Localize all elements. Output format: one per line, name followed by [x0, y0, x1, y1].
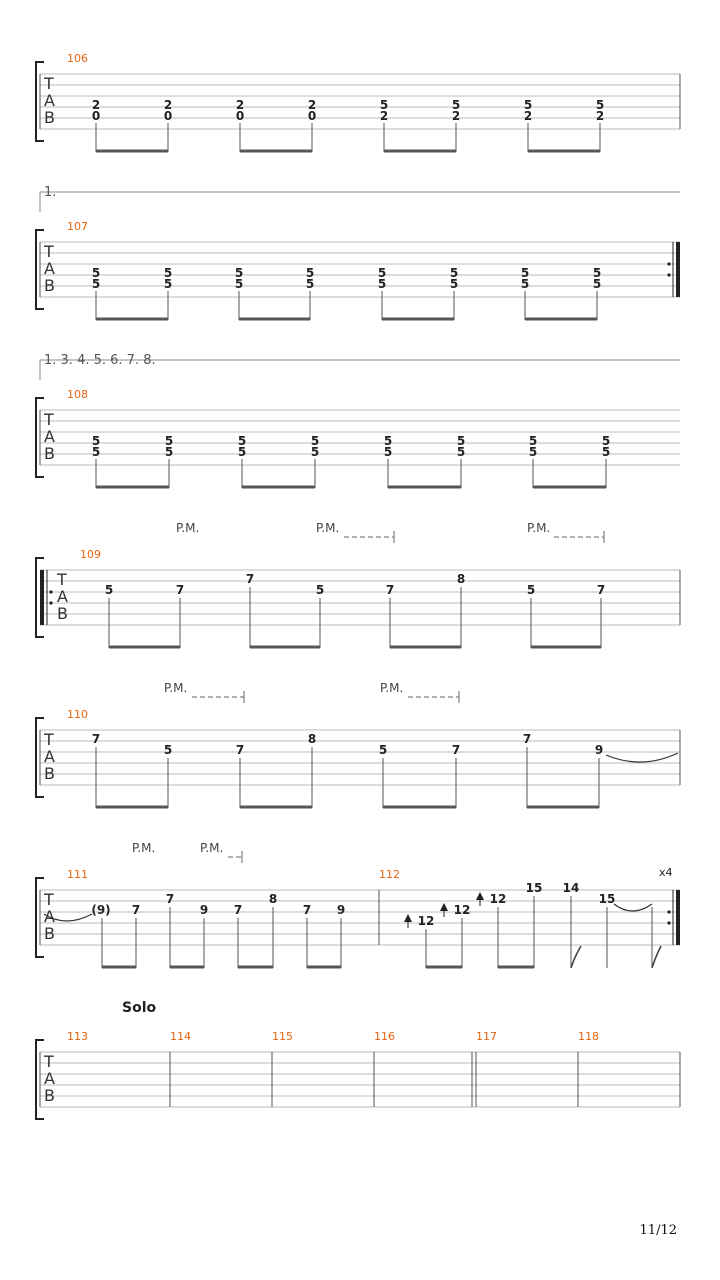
fret-number: 5	[377, 266, 387, 280]
palm-mute-markings	[164, 681, 459, 703]
palm-mute-label: P.M.	[132, 841, 156, 855]
measure-number: 111	[67, 868, 88, 881]
tab-clef-b: B	[44, 444, 55, 463]
fret-number: 7	[165, 892, 175, 906]
fret-number: 5	[305, 277, 315, 291]
fret-number: 5	[377, 277, 387, 291]
fret-number: 9	[336, 903, 346, 917]
fret-number: 5	[234, 266, 244, 280]
tab-clef	[56, 570, 68, 623]
fret-number: 7	[451, 743, 461, 757]
slide-up-icon	[404, 914, 412, 928]
staff-lines	[40, 410, 680, 465]
fret-number: 0	[91, 109, 101, 123]
measure-number: 108	[67, 388, 88, 401]
fret-number: 8	[456, 572, 466, 586]
measure-number: 112	[379, 868, 400, 881]
system-3	[36, 353, 680, 488]
system-1	[36, 52, 680, 152]
end-repeat-barline	[667, 890, 678, 945]
tab-clef-a: A	[44, 427, 55, 446]
measure-number: 106	[67, 52, 88, 65]
tab-clef-t: T	[44, 74, 54, 93]
tab-clef-t: T	[44, 1052, 54, 1071]
measure-number: 118	[578, 1030, 599, 1043]
tab-clef-b: B	[44, 108, 55, 127]
fret-number: 15	[525, 881, 543, 895]
system-2	[36, 185, 680, 320]
fret-number: 7	[233, 903, 243, 917]
tab-clef-t: T	[44, 242, 54, 261]
fret-number: 5	[237, 445, 247, 459]
fret-number: 5	[456, 434, 466, 448]
system-7	[36, 1000, 680, 1119]
staff-lines	[40, 242, 680, 297]
tie-arc	[606, 753, 678, 762]
notes	[105, 572, 605, 597]
fret-number: 7	[302, 903, 312, 917]
fret-number: (9)	[91, 903, 111, 917]
tab-clef-a: A	[44, 1069, 55, 1088]
palm-mute-markings	[176, 521, 604, 543]
palm-mute-label: P.M.	[200, 841, 224, 855]
fret-number: 5	[449, 277, 459, 291]
tab-clef-t: T	[44, 410, 54, 429]
measure-number: 109	[80, 548, 101, 561]
tab-clef-b: B	[44, 1086, 55, 1105]
tab-clef-a: A	[44, 907, 55, 926]
measure-number: 107	[67, 220, 88, 233]
fret-number: 2	[235, 98, 245, 112]
palm-mute-label: P.M.	[316, 521, 340, 535]
fret-number: 0	[235, 109, 245, 123]
fret-number: 5	[164, 434, 174, 448]
tab-clef-b: B	[44, 276, 55, 295]
fret-number: 2	[307, 98, 317, 112]
fret-number: 5	[310, 434, 320, 448]
staff-lines	[40, 1052, 680, 1107]
measure-number: 113	[67, 1030, 88, 1043]
fret-number: 7	[522, 732, 532, 746]
palm-mute-markings	[132, 841, 242, 863]
section-label: Solo	[122, 1000, 157, 1016]
fret-number: 2	[595, 109, 605, 123]
notes	[92, 98, 604, 123]
tab-clef-a: A	[44, 747, 55, 766]
slide-up-icon	[440, 903, 448, 917]
tab-clef	[43, 242, 55, 295]
fret-number: 5	[164, 445, 174, 459]
volta-label: 1. 3. 4. 5. 6. 7. 8.	[44, 353, 156, 368]
fret-number: 5	[383, 445, 393, 459]
tab-clef-t: T	[44, 730, 54, 749]
fret-number: 2	[451, 109, 461, 123]
fret-number: 5	[449, 266, 459, 280]
system-6	[36, 841, 680, 968]
tab-clef-a: A	[44, 259, 55, 278]
fret-number: 5	[383, 434, 393, 448]
staff-lines	[40, 730, 680, 785]
fret-number: 5	[601, 445, 611, 459]
fret-number: 7	[385, 583, 395, 597]
fret-number: 5	[528, 434, 538, 448]
tab-clef-a: A	[57, 587, 68, 606]
fret-number: 9	[594, 743, 604, 757]
volta-label: 1.	[44, 185, 57, 200]
fret-number: 5	[163, 743, 173, 757]
notes	[92, 266, 601, 291]
fret-number: 15	[598, 892, 616, 906]
fret-number: 8	[307, 732, 317, 746]
fret-number: 5	[592, 266, 602, 280]
fret-number: 5	[378, 743, 388, 757]
fret-number: 7	[245, 572, 255, 586]
fret-number: 0	[163, 109, 173, 123]
fret-number: 12	[489, 892, 507, 906]
stems-and-beams	[96, 291, 597, 320]
fret-number: 5	[305, 266, 315, 280]
fret-number: 9	[199, 903, 209, 917]
palm-mute-label: P.M.	[164, 681, 188, 695]
measure-number: 110	[67, 708, 88, 721]
fret-number: 5	[91, 445, 101, 459]
system-5	[36, 681, 680, 808]
fret-number: 5	[526, 583, 536, 597]
fret-number: 5	[520, 277, 530, 291]
fret-number: 2	[91, 98, 101, 112]
note-flag	[652, 946, 661, 968]
fret-number: 5	[520, 266, 530, 280]
fret-number: 5	[163, 266, 173, 280]
fret-number: 12	[453, 903, 471, 917]
stems-and-beams	[102, 896, 652, 968]
notes	[92, 732, 603, 757]
fret-number: 2	[163, 98, 173, 112]
tab-clef-b: B	[44, 764, 55, 783]
fret-number: 7	[235, 743, 245, 757]
tab-clef	[43, 1052, 55, 1105]
end-repeat-barline	[667, 242, 678, 297]
fret-number: 7	[596, 583, 606, 597]
fret-number: 12	[417, 914, 435, 928]
fret-number: 5	[601, 434, 611, 448]
fret-number: 14	[562, 881, 580, 895]
fret-number: 5	[104, 583, 114, 597]
fret-number: 5	[237, 434, 247, 448]
page-number: 11/12	[639, 1223, 677, 1238]
tab-clef-b: B	[44, 924, 55, 943]
tab-clef	[43, 410, 55, 463]
measure-number: 117	[476, 1030, 497, 1043]
fret-number: 5	[451, 98, 461, 112]
measure-number: 115	[272, 1030, 293, 1043]
measure-number: 116	[374, 1030, 395, 1043]
fret-number: 7	[175, 583, 185, 597]
tab-clef-t: T	[57, 570, 67, 589]
repeat-count: x4	[659, 866, 673, 879]
slide-up-icon	[476, 892, 484, 906]
tie-arc	[614, 904, 652, 911]
fret-number: 5	[163, 277, 173, 291]
fret-number: 5	[379, 98, 389, 112]
start-repeat-barline	[42, 570, 53, 625]
fret-number: 5	[91, 277, 101, 291]
palm-mute-label: P.M.	[527, 521, 551, 535]
fret-number: 8	[268, 892, 278, 906]
staff-lines	[40, 570, 680, 625]
fret-number: 5	[456, 445, 466, 459]
staff-lines	[40, 74, 680, 129]
fret-number: 5	[595, 98, 605, 112]
tab-clef-t: T	[44, 890, 54, 909]
fret-number: 5	[528, 445, 538, 459]
fret-number: 5	[523, 98, 533, 112]
fret-number: 5	[310, 445, 320, 459]
tab-clef-b: B	[57, 604, 68, 623]
fret-number: 5	[315, 583, 325, 597]
notes	[92, 434, 610, 459]
fret-number: 7	[91, 732, 101, 746]
fret-number: 7	[131, 903, 141, 917]
palm-mute-label: P.M.	[176, 521, 200, 535]
note-flag	[571, 946, 581, 968]
measure-number: 114	[170, 1030, 191, 1043]
tab-clef	[43, 74, 55, 127]
palm-mute-label: P.M.	[380, 681, 404, 695]
stems-and-beams	[96, 459, 606, 488]
fret-number: 2	[379, 109, 389, 123]
fret-number: 2	[523, 109, 533, 123]
fret-number: 5	[91, 266, 101, 280]
barlines	[40, 1052, 680, 1107]
fret-number: 5	[91, 434, 101, 448]
tab-clef-a: A	[44, 91, 55, 110]
fret-number: 5	[234, 277, 244, 291]
system-4	[36, 521, 680, 648]
stems-and-beams	[96, 123, 600, 152]
fret-number: 5	[592, 277, 602, 291]
fret-number: 0	[307, 109, 317, 123]
tab-clef	[43, 730, 55, 783]
